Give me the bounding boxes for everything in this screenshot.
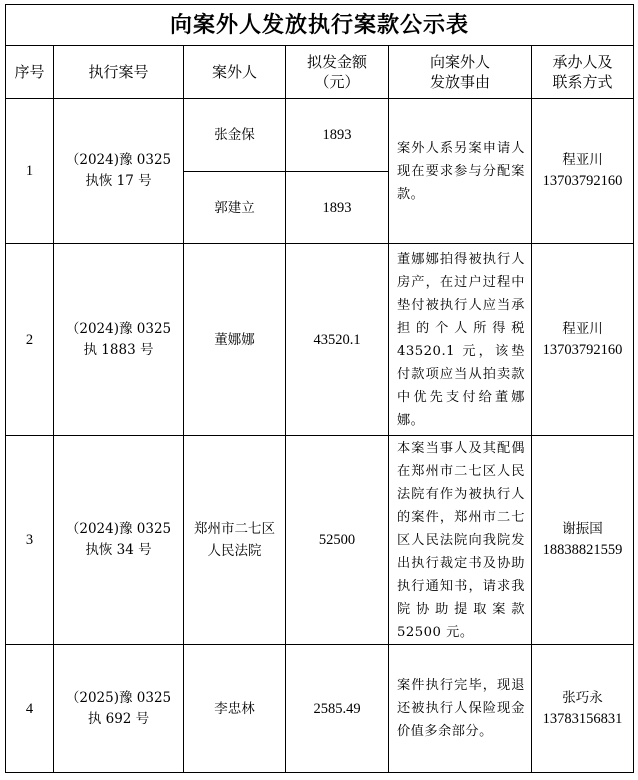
header-index: 序号 xyxy=(6,46,54,99)
handler-name: 程亚川 xyxy=(562,152,603,168)
reason xyxy=(389,99,532,244)
case-number xyxy=(54,645,184,773)
case-number-line2: 执恢 17 号 xyxy=(85,173,152,189)
row-index: 2 xyxy=(6,244,54,436)
case-number xyxy=(54,99,184,244)
handler-contact xyxy=(532,99,634,244)
header-handler xyxy=(532,46,634,99)
handler-contact xyxy=(532,645,634,773)
case-number xyxy=(54,244,184,436)
table-row xyxy=(6,99,634,172)
header-reason xyxy=(389,46,532,99)
case-number-line2: 执 692 号 xyxy=(87,710,150,727)
header-outsider: 案外人 xyxy=(184,46,286,99)
handler-phone: 13703792160 xyxy=(542,341,623,358)
reason xyxy=(389,244,532,436)
reason xyxy=(389,645,532,773)
case-number-line2: 执 1883 号 xyxy=(83,341,154,358)
amount: 1893 xyxy=(286,99,389,172)
header-amount xyxy=(286,46,389,99)
amount: 43520.1 xyxy=(286,244,389,436)
page-title: 向案外人发放执行案款公示表 xyxy=(6,5,634,46)
reason-text: 案外人系另案申请人现在要求参与分配案款。 xyxy=(397,140,525,202)
outsider-name: 郭建立 xyxy=(184,172,286,244)
header-amount-line1: 拟发金额 xyxy=(306,53,367,71)
case-number-line2: 执恢 34 号 xyxy=(85,542,152,558)
announcement-sheet xyxy=(5,4,633,776)
case-number-line1: （2024)豫 0325 xyxy=(65,152,172,168)
reason-text: 本案当事人及其配偶在郑州市二七区人民法院有作为被执行人的案件，郑州市二七区人民法院向我院发出执行裁定书及协助执行通知书，请求我院协助提取案款 52500 元。 xyxy=(397,440,525,640)
header-handler-line1: 承办人及 xyxy=(552,53,613,71)
handler-contact xyxy=(532,244,634,436)
reason xyxy=(389,436,532,645)
table-row xyxy=(6,645,634,773)
header-reason-line2: 发放事由 xyxy=(429,73,490,91)
row-index: 3 xyxy=(6,436,54,645)
outsider-name: 张金保 xyxy=(184,99,286,172)
table-row xyxy=(6,436,634,645)
header-amount-line2: （元） xyxy=(314,73,360,91)
announcement-table xyxy=(5,4,634,773)
outsider-name: 李忠林 xyxy=(184,645,286,773)
case-number xyxy=(54,436,184,645)
case-number-line1: （2024)豫 0325 xyxy=(65,521,172,537)
amount: 52500 xyxy=(286,436,389,645)
reason-text: 董娜娜拍得被执行人房产，在过户过程中垫付被执行人应当承担的个人所得税 43520.1 元，该垫付款项应当从拍卖款中优先支付给董娜娜。 xyxy=(397,251,525,428)
amount: 2585.49 xyxy=(286,645,389,773)
header-handler-line2: 联系方式 xyxy=(552,73,613,91)
case-number-line1: （2024)豫 0325 xyxy=(65,320,172,337)
row-index: 1 xyxy=(6,99,54,244)
case-number-line1: （2025)豫 0325 xyxy=(65,689,172,706)
amount: 1893 xyxy=(286,172,389,244)
handler-name: 程亚川 xyxy=(562,320,603,337)
outsider-name: 郑州市二七区人民法院 xyxy=(184,436,286,645)
reason-text: 案件执行完毕，现退还被执行人保险现金价值多余部分。 xyxy=(397,678,525,739)
header-reason-line1: 向案外人 xyxy=(429,53,490,71)
handler-phone: 13703792160 xyxy=(542,173,623,189)
table-row xyxy=(6,244,634,436)
handler-phone: 13783156831 xyxy=(542,710,623,727)
handler-contact xyxy=(532,436,634,645)
outsider-name: 董娜娜 xyxy=(184,244,286,436)
row-index: 4 xyxy=(6,645,54,773)
header-row xyxy=(6,46,634,99)
header-case-no: 执行案号 xyxy=(54,46,184,99)
handler-name: 张巧永 xyxy=(562,689,603,706)
handler-phone: 18838821559 xyxy=(542,542,623,558)
handler-name: 谢振国 xyxy=(562,521,603,537)
